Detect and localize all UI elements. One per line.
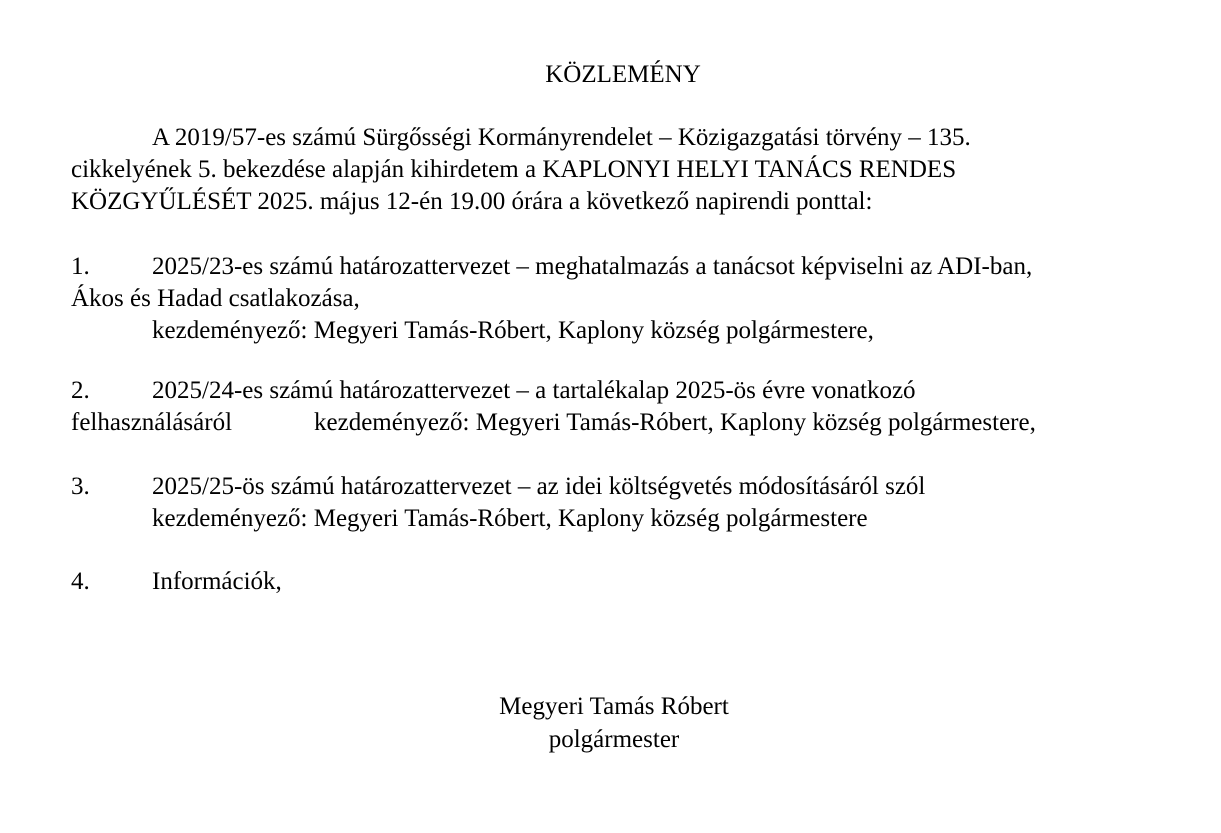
signature-name: Megyeri Tamás Róbert [499, 693, 729, 720]
agenda-item-number: 4. [71, 568, 90, 595]
agenda-item-initiator: kezdeményező: Megyeri Tamás-Róbert, Kaplony község polgármestere, [314, 409, 1036, 436]
agenda-item-initiator: kezdeményező: Megyeri Tamás-Róbert, Kaplony község polgármestere, [152, 317, 874, 344]
page-title: KÖZLEMÉNY [545, 61, 701, 88]
intro-line: A 2019/57-es számú Sürgősségi Kormányrendelet – Közigazgatási törvény – 135. [152, 124, 971, 151]
agenda-item-number: 2. [71, 377, 90, 404]
agenda-item-text: 2025/25-ös számú határozattervezet – az idei költségvetés módosításáról szól [152, 473, 926, 500]
agenda-item-initiator: kezdeményező: Megyeri Tamás-Róbert, Kaplony község polgármestere [152, 505, 868, 532]
agenda-item-text: Információk, [152, 568, 282, 595]
intro-line: cikkelyének 5. bekezdése alapján kihirdetem a KAPLONYI HELYI TANÁCS RENDES [71, 156, 957, 183]
signature-role: polgármester [548, 726, 680, 753]
agenda-item-text: Ákos és Hadad csatlakozása, [71, 285, 360, 312]
agenda-item-text: 2025/24-es számú határozattervezet – a tartalékalap 2025-ös évre vonatkozó [152, 377, 916, 404]
agenda-item-text: felhasználásáról [71, 409, 233, 436]
intro-line: KÖZGYŰLÉSÉT 2025. május 12-én 19.00 órára a következő napirendi ponttal: [71, 188, 873, 215]
agenda-item-number: 3. [71, 473, 90, 500]
agenda-item-number: 1. [71, 253, 90, 280]
agenda-item-text: 2025/23-es számú határozattervezet – meghatalmazás a tanácsot képviselni az ADI-ban, [152, 253, 1033, 280]
